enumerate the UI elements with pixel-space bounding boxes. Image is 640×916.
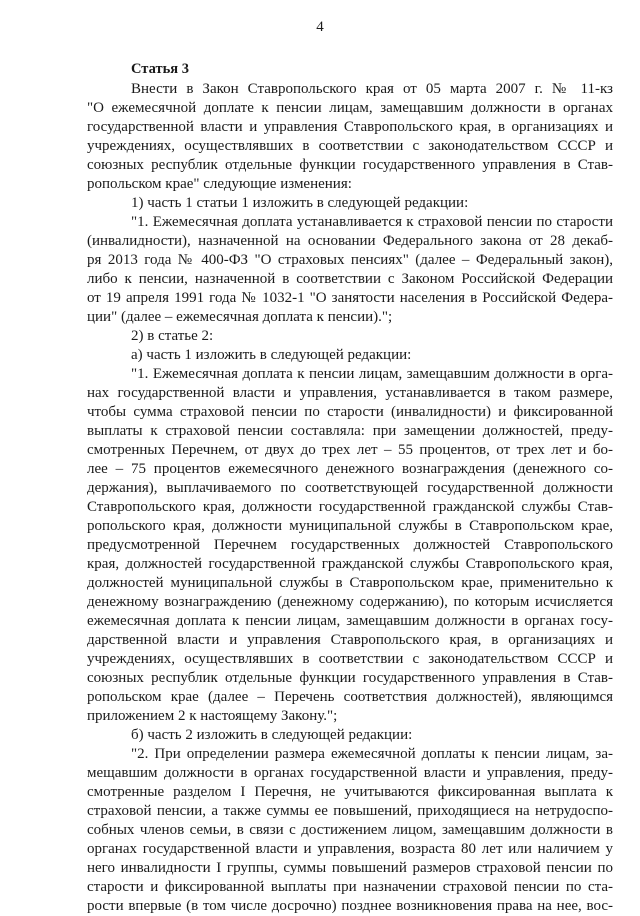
article-line: ежемесячная доплата к пенсии лицам, замещавшим должности в органах госу- [87, 613, 613, 629]
article-line: органах государственной власти и управления, возраста 80 лет или наличием у [87, 841, 613, 857]
article-line: союзных республик отдельные функции государственного управления в Став- [87, 670, 613, 686]
article-line: приложением 2 к настоящему Закону."; [87, 708, 338, 724]
article-line: либо к пенсии, назначенной в соответствии с Законом Российской Федерации [87, 271, 613, 287]
article-line: старости и фиксированной выплаты при назначении страховой пенсии по ста- [87, 879, 613, 895]
article-line: а) часть 1 изложить в следующей редакции: [131, 347, 412, 363]
article-line: рости впервые (в том числе досрочно) позднее возникновения права на нее, вос- [87, 898, 613, 914]
article-line: "1. Ежемесячная доплата устанавливается к страховой пенсии по старости [131, 214, 613, 230]
article-line: нах государственной власти и управления, устанавливается в таком размере, [87, 385, 613, 401]
article-line: лее – 75 процентов ежемесячного денежного вознаграждения (денежного со- [87, 461, 613, 477]
article-line: б) часть 2 изложить в следующей редакции: [131, 727, 413, 743]
page-number: 4 [316, 19, 324, 35]
article-line: "О ежемесячной доплате к пенсии лицам, замещавшим должности в органах [87, 100, 613, 116]
article-line: учреждениях, осуществлявших в соответствии с законодательством СССР и [87, 138, 613, 154]
article-line: предусмотренной Перечнем государственных должностей Ставропольского [87, 537, 613, 553]
article-line: государственной власти и управления Ставропольского края, в организациях и [87, 119, 613, 135]
article-line: должностей муниципальной службы в Ставропольском крае, применительно к [87, 575, 613, 591]
article-line: края, должностей государственной гражданской службы Ставропольского края, [87, 556, 613, 572]
article-title: Статья 3 [131, 61, 189, 77]
article-line: денежному вознаграждению (денежному содержанию), по которым исчисляется [87, 594, 613, 610]
article-line: собных членов семьи, в связи с достижением лицом, замещавшим должности в [87, 822, 613, 838]
article-line: ропольского края, должности муниципальной службы в Ставропольском крае, [87, 518, 613, 534]
article-line: него инвалидности I группы, суммы повышений размеров страховой пенсии по [87, 860, 613, 876]
article-line: Внести в Закон Ставропольского края от 05 марта 2007 г. № 11-кз [131, 81, 613, 97]
article-line: союзных республик отдельные функции государственного управления в Став- [87, 157, 613, 173]
article-line: чтобы сумма страховой пенсии по старости (инвалидности) и фиксированной [87, 404, 613, 420]
article-line: Ставропольского края, должности государственной гражданской службы Став- [87, 499, 613, 515]
article-line: 2) в статье 2: [131, 328, 214, 344]
article-line: "2. При определении размера ежемесячной доплаты к пенсии лицам, за- [131, 746, 613, 762]
article-line: смотренных Перечнем, от двух до трех лет – 55 процентов, от трех лет и бо- [87, 442, 613, 458]
article-line: выплаты к страховой пенсии составляла: при замещении должностей, преду- [87, 423, 613, 439]
article-line: "1. Ежемесячная доплата к пенсии лицам, замещавшим должности в орга- [131, 366, 613, 382]
article-line: ции" (далее – ежемесячная доплата к пенсии)."; [87, 309, 393, 325]
article-line: учреждениях, осуществлявших в соответствии с законодательством СССР и [87, 651, 613, 667]
article-line: (инвалидности), назначенной на основании Федерального закона от 28 декаб- [87, 233, 613, 249]
article-line: дарственной власти и управления Ставропольского края, в организациях и [87, 632, 613, 648]
article-line: 1) часть 1 статьи 1 изложить в следующей редакции: [131, 195, 469, 211]
article-line: держания), выплачиваемого по соответствующей государственной должности [87, 480, 613, 496]
article-line: ропольском крае" следующие изменения: [87, 176, 352, 192]
article-line: ропольском крае (далее – Перечень соответствия должностей), являющимся [87, 689, 613, 705]
article-line: ря 2013 года № 400-ФЗ "О страховых пенсиях" (далее – Федеральный закон), [87, 252, 613, 268]
article-line: смотренные разделом I Перечня, не учитываются фиксированная выплата к [87, 784, 613, 800]
article-line: страховой пенсии, а также суммы ее повышений, приходящиеся на нетрудоспо- [87, 803, 613, 819]
article-line: мещавшим должности в органах государственной власти и управления, преду- [87, 765, 613, 781]
article-line: от 19 апреля 1991 года № 1032-1 "О занятости населения в Российской Федера- [87, 290, 613, 306]
